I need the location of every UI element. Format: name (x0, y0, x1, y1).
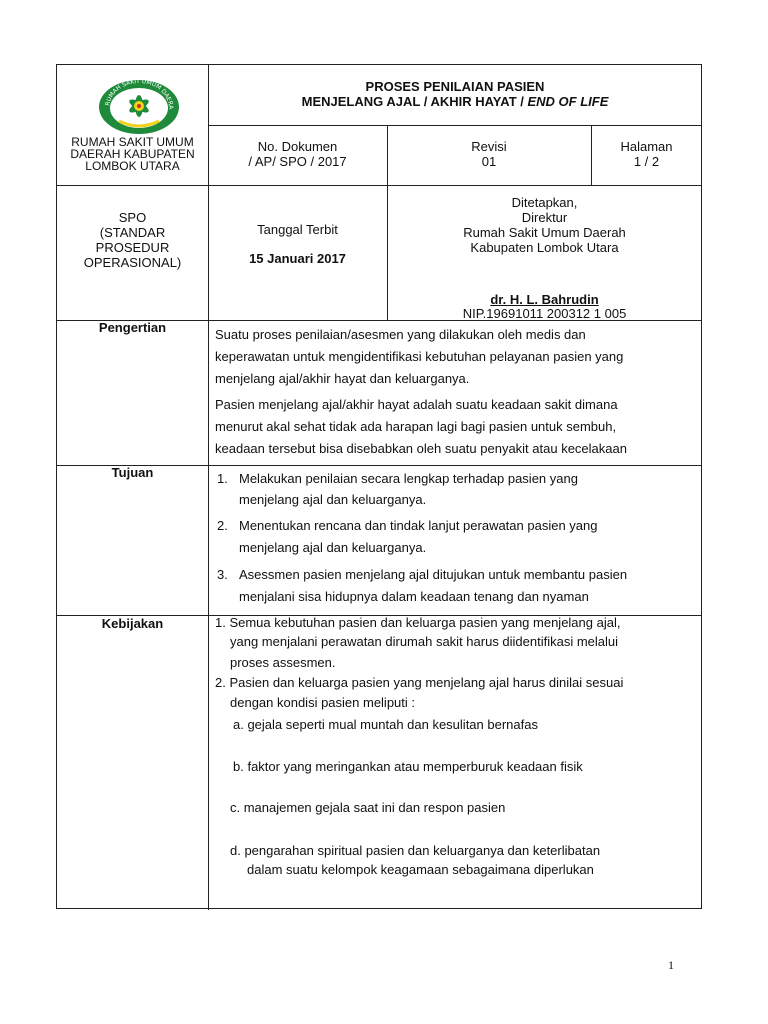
spo-label (57, 210, 208, 270)
pengertian-p2-line3: keadaan tersebut bisa disebabkan oleh suatu penyakit atau kecelakaan (215, 441, 627, 456)
title-line1: PROSES PENILAIAN PASIEN (365, 79, 545, 94)
hospital-logo (97, 75, 181, 135)
hospital-name (57, 136, 208, 172)
approval-line1: Ditetapkan, (511, 195, 578, 210)
revision-value: 01 (481, 154, 497, 169)
tujuan-item-2-line2: menjelang ajal dan keluarganya. (239, 540, 427, 555)
tujuan-item-2-line1: Menentukan rencana dan tindak lanjut perawatan pasien yang (239, 518, 598, 533)
tujuan-list (215, 468, 695, 613)
pengertian-content (215, 324, 695, 460)
section-label-kebijakan: Kebijakan (101, 616, 164, 631)
issue-date-label: Tanggal Terbit (257, 222, 338, 237)
spo-document-table (56, 64, 702, 909)
page-cell (591, 139, 702, 169)
pengertian-p1-line3: menjelang ajal/akhir hayat dan keluarganya. (215, 371, 470, 386)
section-label-tujuan: Tujuan (111, 465, 154, 480)
approval-line2: Direktur (521, 210, 568, 225)
revision-cell (387, 139, 591, 169)
spo-label-line1: SPO (118, 210, 147, 225)
kebijakan-1-line2: yang menjalani perawatan dirumah sakit harus diidentifikasi melalui (230, 634, 619, 649)
doc-number-label: No. Dokumen (257, 139, 338, 154)
section-label-pengertian: Pengertian (98, 320, 167, 335)
doc-number-cell (208, 139, 387, 169)
spo-label-line4: OPERASIONAL) (83, 255, 182, 270)
hospital-name-line1: RUMAH SAKIT UMUM (71, 135, 194, 149)
spo-label-line2: (STANDAR (99, 225, 166, 240)
title-line2-italic: END OF LIFE (527, 94, 609, 109)
kebijakan-sub-b: b. faktor yang meringankan atau memperburuk keadaan fisik (233, 759, 583, 774)
pengertian-p2-line2: menurut akal sehat tidak ada harapan lagi bagi pasien untuk sembuh, (215, 419, 617, 434)
approval-block (387, 195, 702, 255)
kebijakan-sub-d-line2: dalam suatu kelompok keagamaan sebagaimana diperlukan (247, 862, 594, 877)
pengertian-p2-line1: Pasien menjelang ajal/akhir hayat adalah suatu keadaan sakit dimana (215, 397, 618, 412)
kebijakan-1-line3: proses assesmen. (230, 655, 336, 670)
tujuan-item-3-line2: menjalani sisa hidupnya dalam keadaan tenang dan nyaman (239, 589, 589, 604)
page-value: 1 / 2 (633, 154, 660, 169)
tujuan-item-1-line2: menjelang ajal dan keluarganya. (239, 492, 427, 507)
tujuan-item-3-number: 3. (217, 567, 228, 582)
hospital-name-line3: LOMBOK UTARA (85, 159, 180, 173)
signer-name: dr. H. L. Bahrudin (490, 292, 599, 307)
tujuan-item-1-number: 1. (217, 471, 228, 486)
title-line2 (208, 94, 702, 109)
revision-label: Revisi (471, 139, 507, 154)
hospital-name-line2: DAERAH KABUPATEN (70, 147, 195, 161)
issue-date-value: 15 Januari 2017 (249, 251, 346, 266)
kebijakan-sub-c: c. manajemen gejala saat ini dan respon pasien (230, 800, 506, 815)
tujuan-item-2-number: 2. (217, 518, 228, 533)
kebijakan-2-line2: dengan kondisi pasien meliputi : (230, 695, 416, 710)
row-divider-title (208, 125, 702, 126)
kebijakan-1-line1: 1. Semua kebutuhan pasien dan keluarga pasien yang menjelang ajal, (215, 615, 621, 630)
kebijakan-sub-a: a. gejala seperti mual muntah dan kesulitan bernafas (233, 717, 538, 732)
col-divider-1 (208, 65, 209, 910)
pengertian-p1-line1: Suatu proses penilaian/asesmen yang dilakukan oleh medis dan (215, 327, 586, 342)
approval-line4: Kabupaten Lombok Utara (470, 240, 619, 255)
document-title (208, 79, 702, 109)
title-line2-main: MENJELANG AJAL / AKHIR HAYAT / (301, 94, 528, 109)
kebijakan-content (215, 612, 695, 907)
logo-ring-text: RUMAH SAKIT UMUM DAERA (104, 77, 175, 110)
doc-number-value: / AP/ SPO / 2017 (248, 154, 347, 169)
spo-label-line3: PROSEDUR (95, 240, 170, 255)
approval-line3: Rumah Sakit Umum Daerah (463, 225, 626, 240)
tujuan-item-1-line1: Melakukan penilaian secara lengkap terhadap pasien yang (239, 471, 578, 486)
tujuan-item-3-line1: Asessmen pasien menjelang ajal ditujukan untuk membantu pasien (239, 567, 628, 582)
kebijakan-2-line1: 2. Pasien dan keluarga pasien yang menjelang ajal harus dinilai sesuai (215, 675, 624, 690)
page-number: 1 (668, 958, 674, 972)
page-label: Halaman (620, 139, 673, 154)
pengertian-p1-line2: keperawatan untuk mengidentifikasi kebutuhan pelayanan pasien yang (215, 349, 624, 364)
row-divider-header (57, 185, 702, 186)
signer-nip: NIP.19691011 200312 1 005 (462, 306, 627, 321)
kebijakan-sub-d-line1: d. pengarahan spiritual pasien dan keluarganya dan keterlibatan (230, 843, 601, 858)
